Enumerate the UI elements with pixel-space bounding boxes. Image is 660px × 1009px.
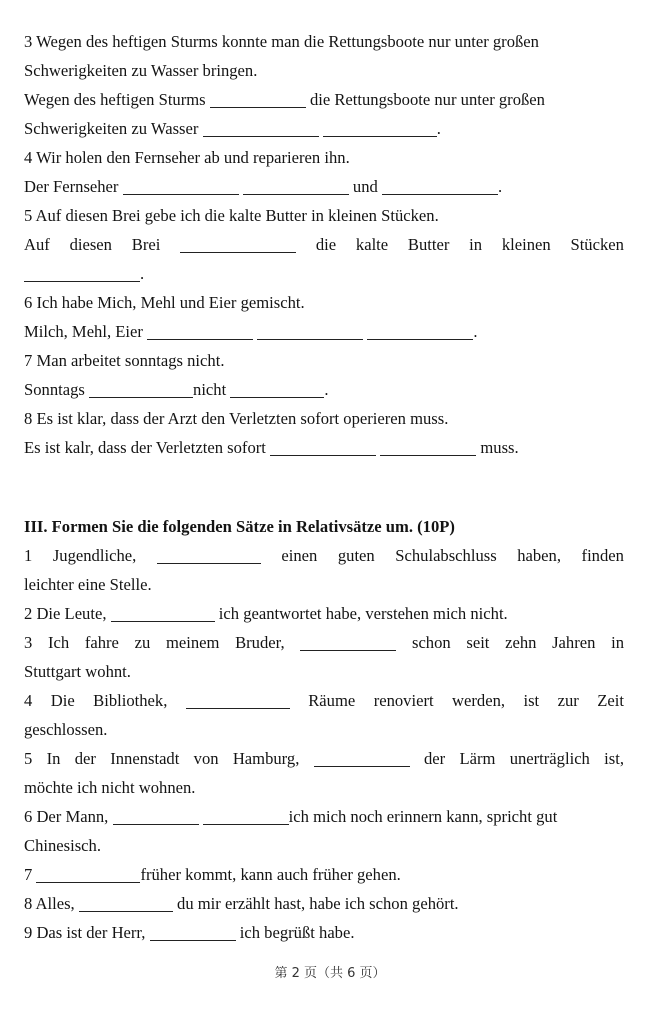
s3-q5-line2: möchte ich nicht wohnen.	[24, 778, 196, 797]
word: in	[611, 633, 624, 652]
word: die	[315, 235, 337, 254]
answer-blank[interactable]	[270, 439, 376, 456]
q3-answer-line2	[24, 114, 624, 143]
q5-answer-line2	[24, 259, 624, 288]
word: ist	[523, 691, 540, 710]
word: Lärm	[459, 749, 496, 768]
s3-q8-line	[24, 889, 624, 918]
word: Bibliothek,	[93, 691, 168, 710]
word: Zeit	[597, 691, 624, 710]
s3-q5-line1	[24, 744, 624, 773]
word: zu	[134, 633, 151, 652]
answer-blank[interactable]	[113, 808, 199, 825]
s3-q6-text: ich mich noch erinnern kann, spricht gut	[288, 807, 558, 826]
page-number-footer: 第 2 页（共 6 页）	[274, 966, 386, 981]
q3-answer-line1	[24, 85, 624, 114]
answer-blank[interactable]	[150, 924, 236, 941]
q6-answer-text: Milch, Mehl, Eier	[24, 322, 143, 341]
word: diesen	[69, 235, 112, 254]
q7-answer-line	[24, 375, 624, 404]
answer-blank[interactable]	[123, 178, 239, 195]
q8-original: 8 Es ist klar, dass der Arzt den Verletzten sofort operieren muss.	[24, 409, 449, 428]
word: Butter	[407, 235, 450, 254]
word: Jugendliche,	[52, 546, 137, 565]
q3-answer-text: Schwerigkeiten zu Wasser	[24, 119, 199, 138]
s3-q7-line	[24, 860, 624, 889]
s3-q7-text: 7	[24, 865, 33, 884]
s3-q3-line1	[24, 628, 624, 657]
answer-blank[interactable]	[314, 750, 410, 767]
word: guten	[337, 546, 375, 565]
s3-q1-line2: leichter eine Stelle.	[24, 575, 152, 594]
answer-blank[interactable]	[203, 120, 319, 137]
answer-blank[interactable]	[257, 323, 363, 340]
word: In	[46, 749, 61, 768]
answer-blank[interactable]	[89, 381, 193, 398]
word: Auf	[24, 235, 50, 254]
s3-q8-text: 8 Alles,	[24, 894, 75, 913]
s3-q4-line2: geschlossen.	[24, 720, 108, 739]
word: in	[469, 235, 483, 254]
word: zur	[557, 691, 579, 710]
word: 1	[24, 546, 33, 565]
answer-blank[interactable]	[380, 439, 476, 456]
s3-q8-text: du mir erzählt hast, habe ich schon gehört.	[177, 894, 459, 913]
answer-blank[interactable]	[210, 91, 306, 108]
period: .	[497, 177, 503, 196]
answer-blank[interactable]	[79, 895, 173, 912]
s3-q6-text: 6 Der Mann,	[24, 807, 109, 826]
period: .	[140, 264, 145, 283]
q3-original-line2: Schwerigkeiten zu Wasser bringen.	[24, 61, 258, 80]
answer-blank[interactable]	[230, 381, 324, 398]
s3-q2-text: ich geantwortet habe, verstehen mich nicht.	[218, 604, 508, 623]
word: werden,	[452, 691, 506, 710]
word: meinem	[165, 633, 220, 652]
s3-q9-text: ich begrüßt habe.	[239, 923, 355, 942]
word: schon	[411, 633, 451, 652]
q5-answer-line1	[24, 230, 624, 259]
s3-q3-line2: Stuttgart wohnt.	[24, 662, 131, 681]
word: Brei	[131, 235, 161, 254]
s3-q1-line1	[24, 541, 624, 570]
s3-q2-text: 2 Die Leute,	[24, 604, 107, 623]
q3-answer-text: die Rettungsboote nur unter großen	[309, 90, 545, 109]
word: zehn	[505, 633, 537, 652]
section-spacer	[24, 462, 624, 512]
s3-q6-line2: Chinesisch.	[24, 836, 101, 855]
answer-blank[interactable]	[36, 866, 140, 883]
word: unerträglich	[509, 749, 590, 768]
s3-q6-line1	[24, 802, 624, 831]
word: Innenstadt	[110, 749, 180, 768]
q7-answer-text: Sonntags	[24, 380, 85, 399]
word: Hamburg,	[232, 749, 300, 768]
q7-answer-text: nicht	[193, 380, 227, 399]
period: .	[436, 119, 441, 138]
word: der	[423, 749, 446, 768]
answer-blank[interactable]	[157, 547, 261, 564]
s3-q9-text: 9 Das ist der Herr,	[24, 923, 146, 942]
answer-blank[interactable]	[243, 178, 349, 195]
section-3-heading: III. Formen Sie die folgenden Sätze in Relativsätze um. (10P)	[24, 517, 455, 536]
answer-blank[interactable]	[24, 265, 140, 282]
word: einen	[281, 546, 318, 565]
word: fahre	[84, 633, 119, 652]
q4-answer-text: und	[352, 177, 378, 196]
answer-blank[interactable]	[203, 808, 289, 825]
word: 5	[24, 749, 33, 768]
q5-original: 5 Auf diesen Brei gebe ich die kalte Butter in kleinen Stücken.	[24, 206, 439, 225]
q8-answer-text: Es ist kalr, dass der Verletzten sofort	[24, 438, 266, 457]
answer-blank[interactable]	[382, 178, 498, 195]
q6-original: 6 Ich habe Mich, Mehl und Eier gemischt.	[24, 293, 305, 312]
s3-q2-line	[24, 599, 624, 628]
s3-q4-line1	[24, 686, 624, 715]
answer-blank[interactable]	[111, 605, 215, 622]
word: haben,	[517, 546, 561, 565]
word: kalte	[355, 235, 389, 254]
word: seit	[466, 633, 490, 652]
word: von	[193, 749, 219, 768]
word: 4	[24, 691, 33, 710]
s3-q7-text: früher kommt, kann auch früher gehen.	[140, 865, 401, 884]
word: der	[74, 749, 96, 768]
q8-answer-line	[24, 433, 624, 462]
period: .	[324, 380, 329, 399]
period: .	[473, 322, 478, 341]
answer-blank[interactable]	[300, 634, 396, 651]
answer-blank[interactable]	[323, 120, 437, 137]
word: 3	[24, 633, 33, 652]
word: finden	[581, 546, 624, 565]
word: Räume	[308, 691, 356, 710]
word: ist,	[604, 749, 624, 768]
answer-blank[interactable]	[186, 692, 290, 709]
q6-answer-line	[24, 317, 624, 346]
word: Schulabschluss	[395, 546, 497, 565]
q4-answer-text: Der Fernseher	[24, 177, 119, 196]
word: renoviert	[373, 691, 434, 710]
word: Bruder,	[235, 633, 285, 652]
s3-q9-line	[24, 918, 624, 947]
word: Die	[50, 691, 75, 710]
q4-original: 4 Wir holen den Fernseher ab und reparieren ihn.	[24, 148, 350, 167]
worksheet-content	[24, 27, 624, 947]
q3-answer-text: Wegen des heftigen Sturms	[24, 90, 206, 109]
q3-original-line1: 3 Wegen des heftigen Sturms konnte man die Rettungsboote nur unter großen	[24, 32, 539, 51]
word: Ich	[47, 633, 70, 652]
word: Stücken	[570, 235, 624, 254]
q7-original: 7 Man arbeitet sonntags nicht.	[24, 351, 225, 370]
q8-answer-text: muss.	[480, 438, 519, 457]
answer-blank[interactable]	[180, 236, 296, 253]
q4-answer-line	[24, 172, 624, 201]
answer-blank[interactable]	[367, 323, 473, 340]
answer-blank[interactable]	[147, 323, 253, 340]
word: kleinen	[501, 235, 551, 254]
word: Jahren	[552, 633, 596, 652]
